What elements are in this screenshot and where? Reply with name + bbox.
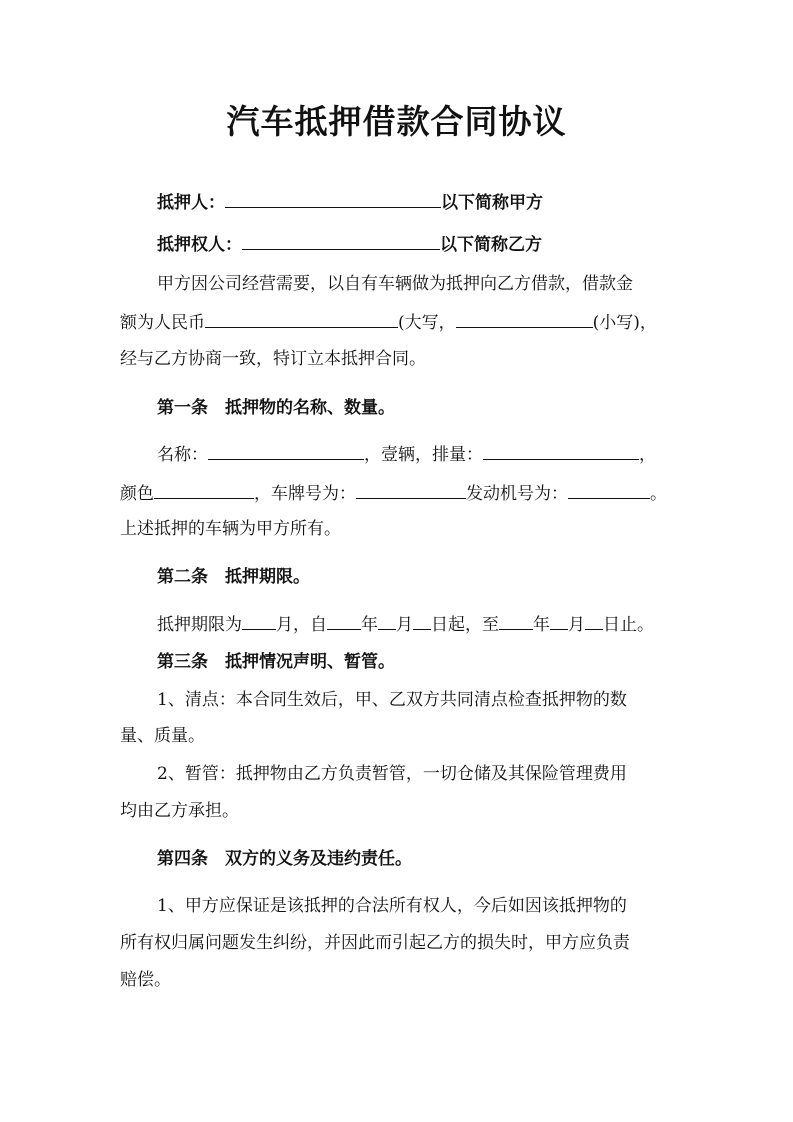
- article3-item1-line2: 量、质量。: [120, 726, 205, 746]
- start-year-blank: [327, 628, 361, 630]
- period: 。: [650, 484, 667, 504]
- term-months-blank: [242, 628, 276, 630]
- article3-item2-line2: 均由乙方承担。: [120, 801, 239, 821]
- end-year-blank: [499, 628, 533, 630]
- end-day-blank: [585, 628, 603, 630]
- mortgagor-label: 抵押人：: [157, 193, 225, 213]
- mortgagor-line: [157, 189, 543, 217]
- end-month-label: 月: [568, 615, 585, 635]
- term-from-label: 月，自: [276, 615, 327, 635]
- intro-amount-label: 额为人民币: [120, 313, 205, 333]
- vehicle-owner-line: 上述抵押的车辆为甲方所有。: [120, 519, 341, 539]
- intro-lowercase-label: (小写)，: [592, 313, 657, 333]
- amount-lowercase-blank: [456, 326, 593, 328]
- article4-heading: 第四条 双方的义务及违约责任。: [157, 849, 412, 869]
- start-month-label: 月: [396, 615, 413, 635]
- vehicle-name-label: 名称：: [157, 445, 208, 465]
- mortgagee-blank: [242, 248, 440, 250]
- article4-item1-line3: 赔偿。: [120, 970, 171, 990]
- article3-item1-line1: 1、清点：本合同生效后，甲、乙双方共同清点检查抵押物的数: [157, 690, 627, 710]
- plate-label: ，车牌号为：: [254, 484, 356, 504]
- article4-item1-line2: 所有权归属问题发生纠纷，并因此而引起乙方的损失时，甲方应负责: [120, 933, 630, 953]
- displacement-blank: [483, 458, 639, 460]
- intro-line-1: 甲方因公司经营需要，以自有车辆做为抵押向乙方借款，借款金: [157, 274, 633, 294]
- mortgagee-line: [157, 231, 542, 259]
- mortgagor-suffix: 以下简称甲方: [441, 193, 543, 213]
- article4-item1-line1: 1、甲方应保证是该抵押的合法所有权人，今后如因该抵押物的: [157, 896, 627, 916]
- vehicle-count-text: ，壹辆，排量：: [364, 445, 483, 465]
- start-year-label: 年: [361, 615, 378, 635]
- start-day-blank: [413, 628, 431, 630]
- color-label: 颜色: [120, 484, 154, 504]
- plate-blank: [356, 497, 466, 499]
- mortgage-term-line: [157, 611, 654, 639]
- document-title: 汽车抵押借款合同协议: [226, 102, 567, 141]
- vehicle-name-line: [157, 441, 656, 469]
- end-year-label: 年: [533, 615, 550, 635]
- mortgagor-blank: [225, 206, 441, 208]
- intro-line-2: [120, 309, 657, 337]
- mortgagee-suffix: 以下简称乙方: [440, 235, 542, 255]
- end-month-blank: [550, 628, 568, 630]
- comma: ，: [639, 445, 656, 465]
- intro-line-3: 经与乙方协商一致，特订立本抵押合同。: [120, 349, 426, 369]
- mortgagee-label: 抵押权人：: [157, 235, 242, 255]
- intro-uppercase-label: (大写，: [398, 313, 456, 333]
- vehicle-detail-line: [120, 480, 667, 508]
- article2-heading: 第二条 抵押期限。: [157, 567, 310, 587]
- vehicle-name-blank: [208, 458, 364, 460]
- amount-blank: [205, 326, 398, 328]
- term-label: 抵押期限为: [157, 615, 242, 635]
- article3-item2-line1: 2、暂管：抵押物由乙方负责暂管，一切仓储及其保险管理费用: [157, 764, 627, 784]
- article3-heading: 第三条 抵押情况声明、暂管。: [157, 652, 395, 672]
- article1-heading: 第一条 抵押物的名称、数量。: [157, 398, 395, 418]
- engine-blank: [568, 497, 650, 499]
- start-month-blank: [378, 628, 396, 630]
- engine-label: 发动机号为：: [466, 484, 568, 504]
- end-day-label: 日止。: [603, 615, 654, 635]
- start-day-label: 日起，至: [431, 615, 499, 635]
- color-blank: [154, 497, 254, 499]
